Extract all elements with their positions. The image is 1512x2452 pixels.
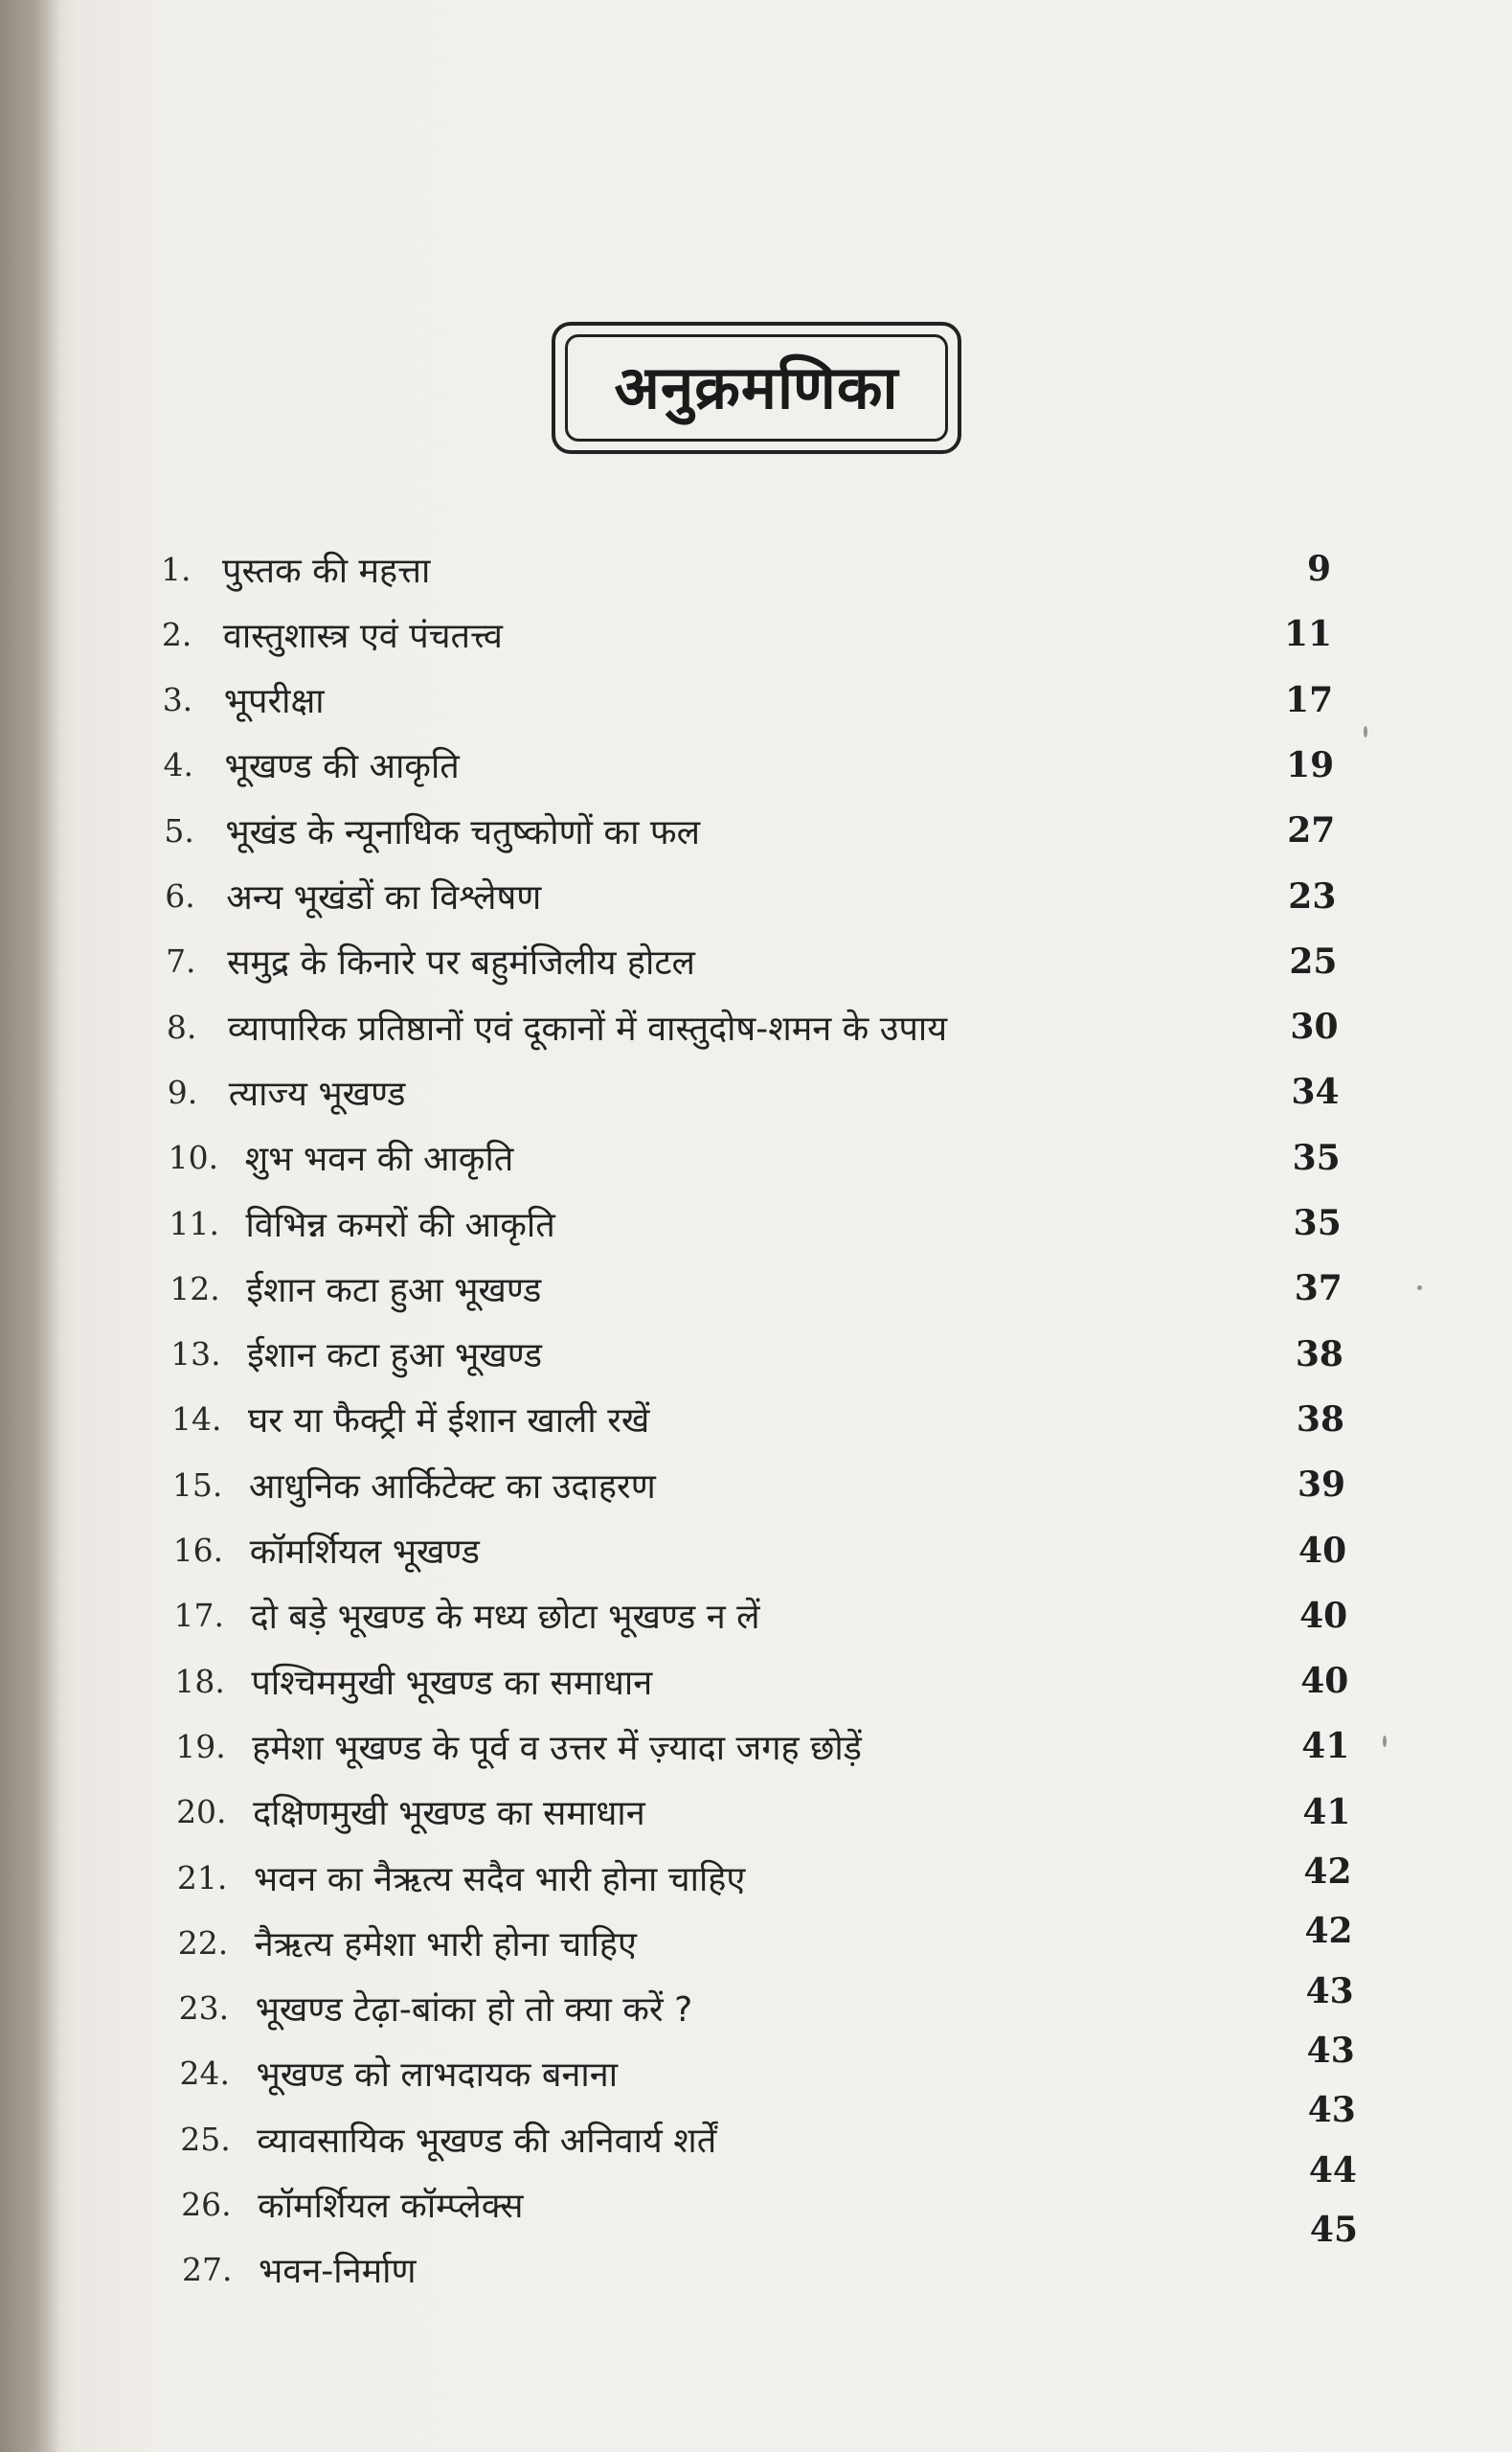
toc-entry: [179, 2049, 618, 2099]
toc-entry-title: भवन-निर्माण: [259, 2252, 417, 2292]
toc-entry: [167, 1002, 947, 1052]
toc-entry-page-number: 37: [1294, 1268, 1343, 1309]
toc-entry-title: शुभ भवन की आकृति: [244, 1140, 514, 1180]
toc-entry-number: 8.: [166, 1008, 197, 1046]
toc-entry-title: भूखण्ड टेढ़ा-बांका हो तो क्या करें ?: [255, 1990, 693, 2031]
toc-entry-title: भूपरीक्षा: [223, 682, 325, 722]
toc-entry: [171, 1395, 649, 1444]
toc-entry: [165, 872, 541, 921]
toc-entry-title: भूखण्ड की आकृति: [224, 747, 460, 787]
toc-entry-title: हमेशा भूखण्ड के पूर्व व उत्तर में ज़्यादा जगह छोड़ें: [252, 1728, 862, 1768]
toc-entry-title: ईशान कटा हुआ भूखण्ड: [247, 1336, 543, 1376]
toc-entry-page-number: 38: [1296, 1398, 1344, 1440]
toc-entry-title: भूखंड के न्यूनाधिक चतुष्कोणों का फल: [225, 812, 700, 852]
toc-entry-number: 21.: [176, 1858, 228, 1896]
toc-entry-number: 13.: [170, 1335, 221, 1374]
toc-entry-title: विभिन्न कमरों की आकृति: [245, 1205, 555, 1245]
toc-entry-number: 18.: [174, 1662, 225, 1700]
toc-entry-page-number: 27: [1287, 810, 1336, 851]
toc-entry-number: 15.: [171, 1465, 223, 1504]
toc-entry-page-number: 35: [1292, 1137, 1341, 1178]
toc-entry: [162, 609, 503, 659]
toc-entry-number: 25.: [180, 2120, 231, 2158]
toc-entry-title: कॉमर्शियल भूखण्ड: [249, 1532, 480, 1572]
toc-entry-number: 1.: [161, 550, 192, 588]
toc-entry-title: ईशान कटा हुआ भूखण्ड: [246, 1270, 542, 1310]
toc-entry-title: भवन का नैऋत्य सदैव भारी होना चाहिए: [253, 1859, 746, 1899]
toc-entry-number: 4.: [163, 746, 194, 784]
toc-entry: [174, 1591, 760, 1641]
toc-entry-number: 23.: [178, 1989, 230, 2028]
toc-entry-number: 24.: [179, 2055, 230, 2093]
toc-entry-page-number: 41: [1302, 1791, 1351, 1832]
toc-entry-title: नैऋत्य हमेशा भारी होना चाहिए: [254, 1924, 637, 1964]
toc-entry-page-number: 44: [1308, 2149, 1357, 2191]
toc-entry-page-number: 42: [1304, 1911, 1353, 1952]
toc-entry-page-number: 42: [1303, 1851, 1352, 1892]
toc-entry-title: दक्षिणमुखी भूखण्ड का समाधान: [253, 1794, 645, 1834]
toc-entry-number: 16.: [172, 1532, 224, 1569]
toc-entry-page-number: 41: [1301, 1726, 1350, 1767]
toc-entry-page-number: 40: [1298, 1530, 1347, 1571]
toc-entry: [169, 1263, 541, 1313]
toc-entry-title: समुद्र के किनारे पर बहुमंजिलीय होटल: [227, 943, 695, 984]
toc-entry-page-number: 9: [1306, 549, 1331, 589]
toc-entry: [178, 1918, 637, 1967]
toc-entry-page-number: 43: [1305, 1970, 1354, 2011]
toc-entry-title: व्यावसायिक भूखण्ड की अनिवार्य शर्तें: [257, 2121, 717, 2161]
toc-entry: [182, 2245, 416, 2295]
toc-entry-title: घर या फैक्ट्री में ईशान खाली रखें: [248, 1401, 650, 1442]
toc-entry-number: 26.: [181, 2186, 232, 2223]
toc-entry: [166, 937, 695, 987]
toc-entry: [176, 1787, 645, 1837]
toc-entry-page-number: 17: [1285, 679, 1334, 720]
toc-entry-page-number: 40: [1299, 1595, 1348, 1636]
toc-entry-number: 10.: [168, 1139, 219, 1177]
toc-entry: [164, 806, 700, 855]
toc-entry-page-number: 39: [1297, 1464, 1346, 1506]
toc-entry-number: 7.: [166, 942, 196, 981]
toc-entry-title: त्याज्य भूखण्ड: [228, 1074, 406, 1114]
toc-entry: [173, 1526, 480, 1576]
toc-entry: [164, 740, 460, 790]
toc-entry: [169, 1133, 514, 1183]
toc-entry-number: 9.: [167, 1073, 198, 1111]
toc-entry-number: 14.: [171, 1400, 222, 1439]
toc-entry-number: 27.: [182, 2251, 233, 2289]
toc-entry-number: 2.: [161, 615, 192, 653]
toc-entry-number: 12.: [169, 1269, 220, 1307]
page-title: अनुक्रमणिका: [614, 352, 899, 422]
toc-entry-number: 22.: [177, 1923, 229, 1962]
toc-entry: [181, 2180, 523, 2230]
toc-entry-page-number: 38: [1295, 1333, 1343, 1374]
toc-entry-number: 6.: [165, 877, 195, 915]
toc-entry-title: पश्चिममुखी भूखण्ड का समाधान: [251, 1663, 653, 1703]
toc-entry-page-number: 43: [1307, 2090, 1356, 2131]
print-speck: [1364, 726, 1367, 738]
toc-entry: [172, 1460, 656, 1510]
toc-entry-title: कॉमर्शियल कॉम्प्लेक्स: [258, 2187, 524, 2226]
toc-entry: [175, 1721, 862, 1771]
toc-entry-page-number: 43: [1306, 2030, 1355, 2071]
toc-entry-title: दो बड़े भूखण्ड के मध्य छोटा भूखण्ड न लें: [250, 1598, 760, 1638]
toc-entry-title: भूखण्ड को लाभदायक बनाना: [256, 2055, 619, 2096]
toc-entry: [168, 1067, 406, 1117]
toc-entry: [177, 1852, 745, 1902]
toc-entry: [161, 544, 430, 594]
toc-entry-page-number: 11: [1283, 614, 1333, 655]
toc-entry-number: 11.: [169, 1204, 219, 1242]
toc-entry: [163, 675, 325, 725]
toc-entry-page-number: 45: [1309, 2209, 1358, 2250]
toc-entry-number: 19.: [175, 1727, 226, 1765]
toc-entry-number: 5.: [164, 811, 194, 850]
toc-entry: [170, 1329, 542, 1379]
toc-entry-title: पुस्तक की महत्ता: [222, 551, 431, 591]
toc-entry-title: आधुनिक आर्किटेक्ट का उदाहरण: [248, 1466, 656, 1507]
toc-entry-page-number: 19: [1286, 744, 1335, 785]
print-speck: [1417, 1285, 1422, 1290]
toc-entry-page-number: 35: [1293, 1203, 1342, 1243]
toc-entry-page-number: 25: [1289, 941, 1338, 982]
toc-entry: [180, 2114, 716, 2164]
toc-entry-title: व्यापारिक प्रतिष्ठानों एवं दूकानों में वास्तुदोष-शमन के उपाय: [227, 1009, 948, 1049]
toc-entry-number: 20.: [176, 1793, 227, 1831]
toc-entry-page-number: 30: [1290, 1007, 1339, 1048]
toc-entry: [179, 1984, 693, 2033]
toc-entry-page-number: 40: [1300, 1661, 1349, 1702]
toc-entry-page-number: 34: [1291, 1072, 1340, 1113]
toc-entry-title: वास्तुशास्त्र एवं पंचतत्त्व: [222, 616, 503, 656]
toc-entry-page-number: 23: [1288, 875, 1337, 917]
toc-entry-title: अन्य भूखंडों का विश्लेषण: [226, 878, 542, 918]
toc-entry-number: 17.: [173, 1597, 225, 1635]
toc-entry: [174, 1656, 652, 1706]
toc-entry-number: 3.: [162, 681, 193, 719]
toc-entry: [169, 1198, 554, 1248]
print-speck: [1383, 1736, 1387, 1747]
